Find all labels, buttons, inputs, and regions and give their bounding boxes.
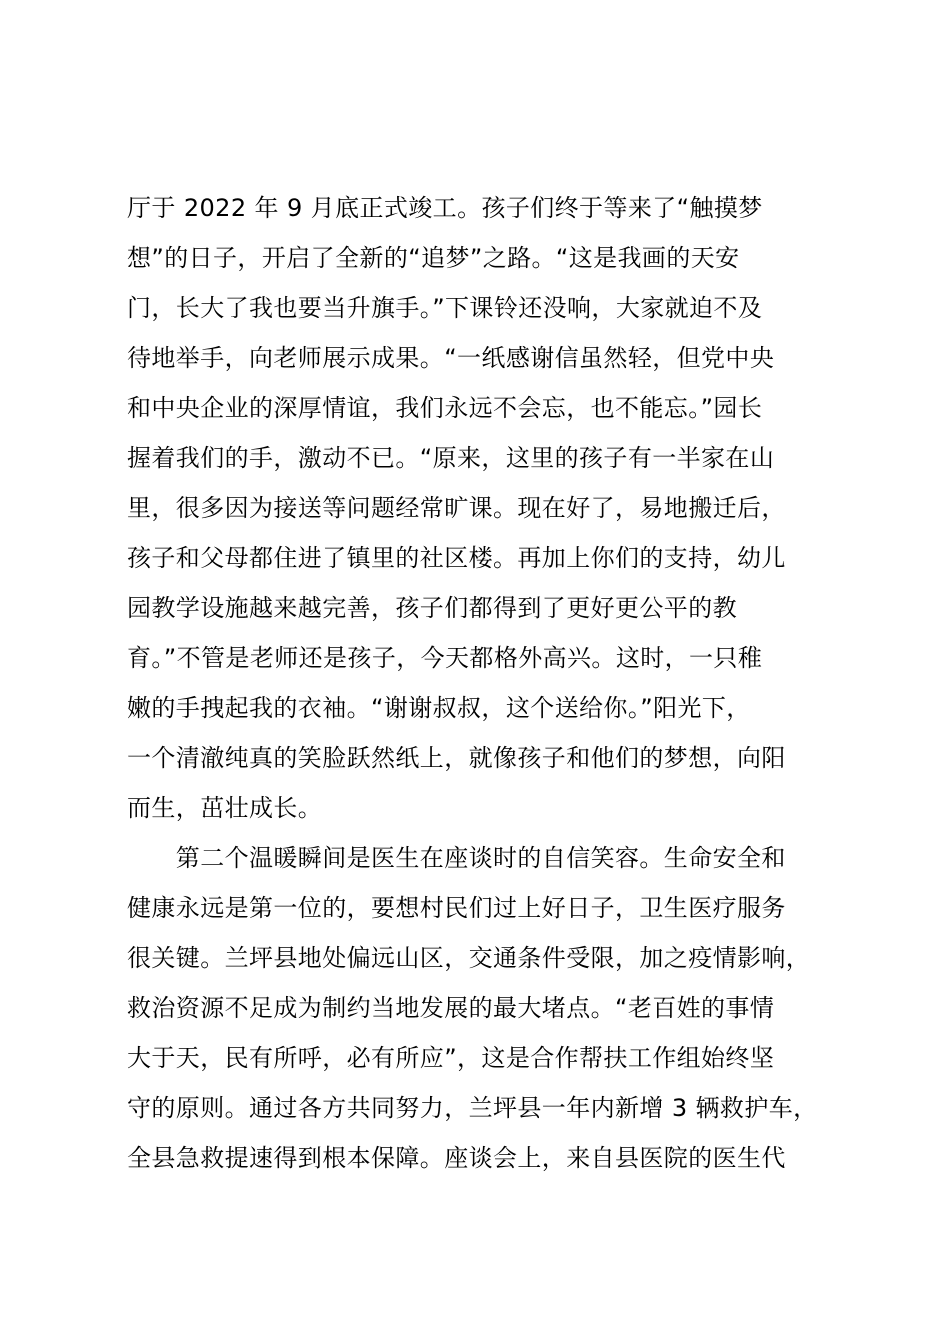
paragraph-1: [127, 183, 837, 833]
paragraph-2: [127, 833, 837, 1183]
text-line: 想”的日子，开启了全新的“追梦”之路。“这是我画的天安: [127, 244, 740, 272]
text-line: 大于天，民有所呼，必有所应”，这是合作帮扶工作组始终坚: [127, 1044, 775, 1072]
document-body: [127, 183, 837, 1183]
text-line: 很关键。兰坪县地处偏远山区，交通条件受限，加之疫情影响，: [127, 944, 811, 972]
text-line: 救治资源不足成为制约当地发展的最大堵点。“老百姓的事情: [127, 994, 775, 1022]
text-line: 育。”不管是老师还是孩子，今天都格外高兴。这时，一只稚: [127, 644, 763, 672]
text-line: 一个清澈纯真的笑脸跃然纸上，就像孩子和他们的梦想，向阳: [127, 744, 786, 772]
text-line: 厅于 2022 年 9 月底正式竣工。孩子们终于等来了“触摸梦: [127, 194, 763, 222]
text-line: 握着我们的手，激动不已。“原来，这里的孩子有一半家在山: [127, 444, 775, 472]
text-line: 里，很多因为接送等问题经常旷课。现在好了，易地搬迁后，: [127, 494, 786, 522]
text-line: 第二个温暖瞬间是医生在座谈时的自信笑容。生命安全和: [127, 844, 786, 872]
text-line: 园教学设施越来越完善，孩子们都得到了更好更公平的教: [127, 594, 737, 622]
text-line: 和中央企业的深厚情谊，我们永远不会忘，也不能忘。”园长: [127, 394, 763, 422]
text-line: 待地举手，向老师展示成果。“一纸感谢信虽然轻，但党中央: [127, 344, 775, 372]
text-line: 健康永远是第一位的，要想村民们过上好日子，卫生医疗服务: [127, 894, 786, 922]
text-line: 而生，茁壮成长。: [127, 794, 323, 822]
text-line: 守的原则。通过各方共同努力，兰坪县一年内新增 3 辆救护车，: [127, 1094, 818, 1122]
text-line: 嫩的手拽起我的衣袖。“谢谢叔叔，这个送给你。”阳光下，: [127, 694, 751, 722]
text-line: 门，长大了我也要当升旗手。”下课铃还没响，大家就迫不及: [127, 294, 763, 322]
text-line: 全县急救提速得到根本保障。座谈会上，来自县医院的医生代: [127, 1144, 786, 1172]
text-line: 孩子和父母都住进了镇里的社区楼。再加上你们的支持，幼儿: [127, 544, 786, 572]
